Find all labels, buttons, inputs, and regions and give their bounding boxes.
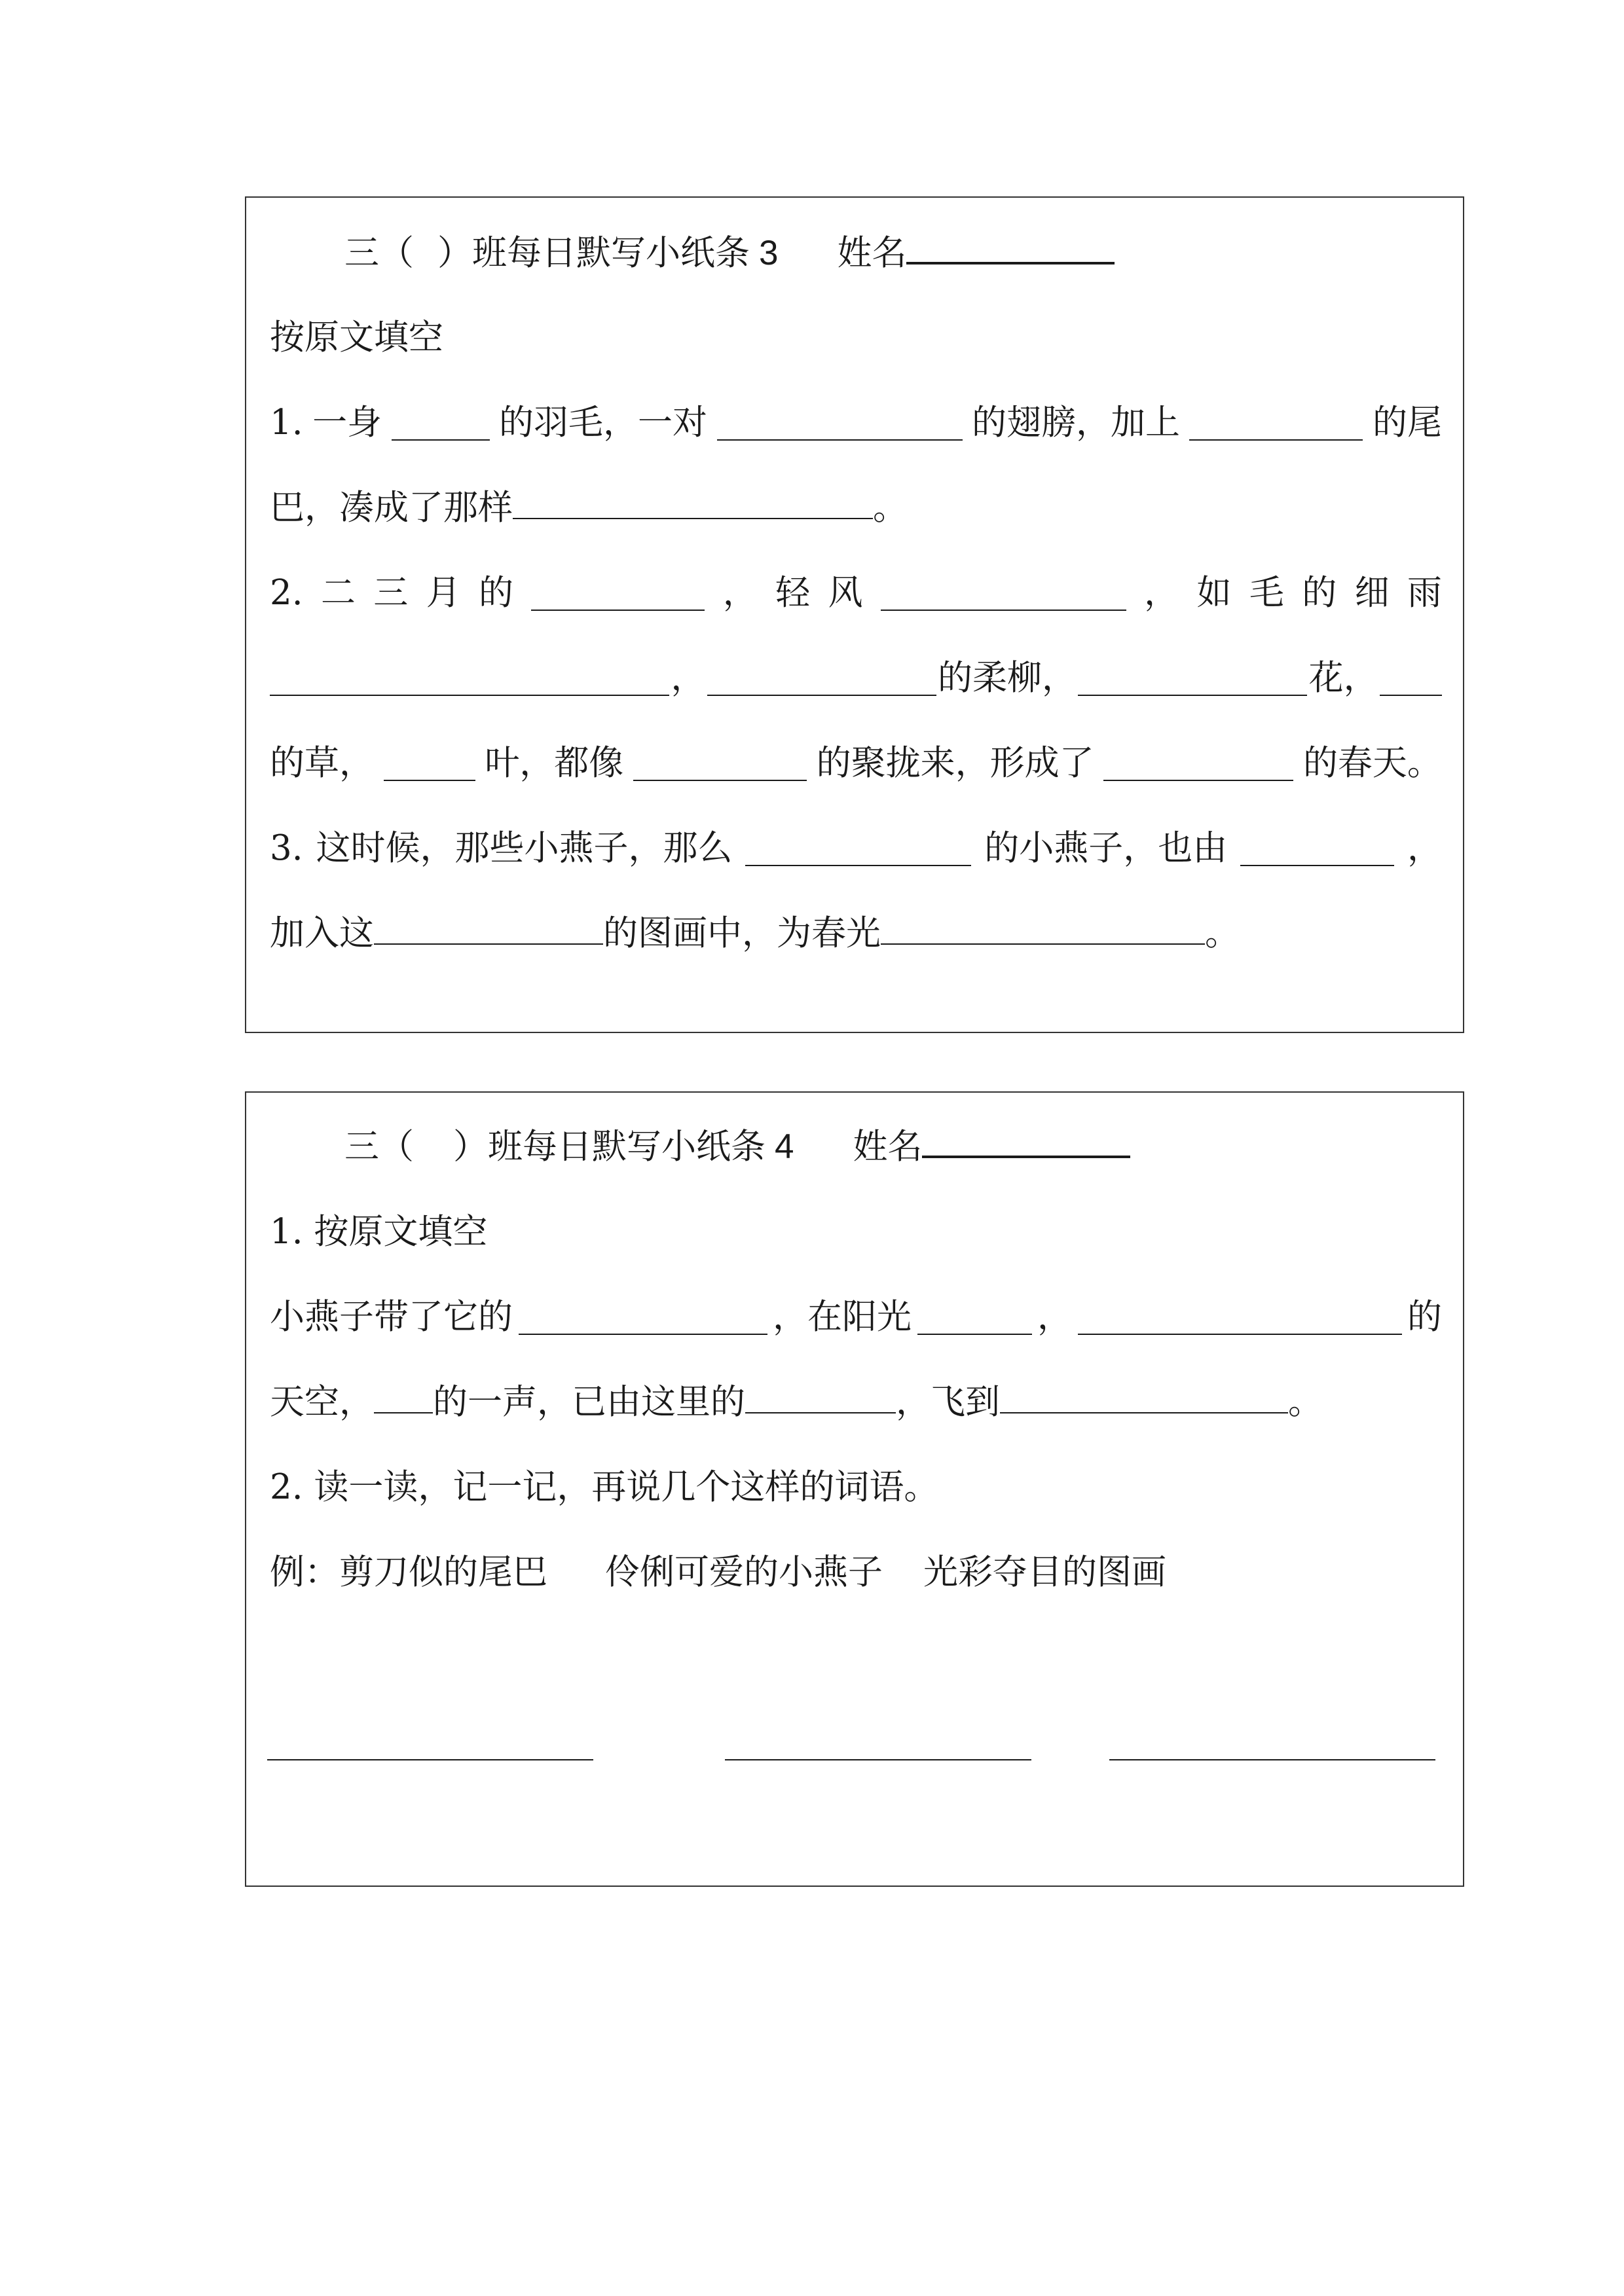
q2-comma: ， — [722, 573, 758, 613]
q1-blank-2[interactable] — [717, 405, 963, 441]
q1-blank-1[interactable] — [519, 1300, 767, 1335]
q3-blank-1[interactable] — [745, 831, 971, 866]
q3-blank-4[interactable] — [881, 909, 1205, 945]
q2-blank-9[interactable] — [1103, 746, 1293, 781]
q2-num: 2. — [270, 573, 303, 613]
q2-heading: 2. 读一读，记一记，再说几个这样的词语。 — [270, 1467, 939, 1507]
q1-text-1: 小燕子带了它的 — [270, 1297, 513, 1337]
name-blank[interactable] — [922, 1121, 1130, 1158]
q3-line-2 — [270, 907, 1442, 960]
answer-blank-1[interactable] — [267, 1759, 593, 1760]
title-text: ）班每日默写小纸条 — [437, 234, 750, 272]
q1-text-4: 的尾 — [1372, 403, 1442, 443]
q1-text-4: 的 — [1407, 1297, 1442, 1337]
example-2: 伶俐可爱的小燕子 — [605, 1552, 883, 1592]
q2-char: 风 — [828, 573, 863, 613]
slip-3-title — [344, 227, 1327, 280]
q1-text-5: 巴，凑成了那样 — [270, 488, 513, 528]
q2-blank-1[interactable] — [531, 575, 705, 611]
q2-blank-3[interactable] — [270, 661, 669, 696]
q1-num: 1. — [270, 403, 303, 443]
title-text: ）班每日默写小纸条 — [453, 1127, 766, 1166]
q3-blank-2[interactable] — [1240, 831, 1394, 866]
q1-line-1 — [270, 1291, 1442, 1343]
q1-text-3: 的翅膀，加上 — [972, 403, 1180, 443]
q2-char: 细 — [1354, 573, 1390, 613]
q1-blank-1[interactable] — [392, 405, 490, 441]
q2-text-b1: ， — [671, 658, 706, 698]
q3-text-6: 。 — [1205, 913, 1240, 953]
q2-text-c2: 叶，都像 — [485, 743, 624, 783]
name-blank[interactable] — [906, 228, 1115, 264]
q2-blank-4[interactable] — [707, 661, 936, 696]
q2-char: 如 — [1196, 573, 1232, 613]
answer-blank-2[interactable] — [725, 1759, 1031, 1760]
q1-text-1: 一身 — [312, 403, 382, 443]
q2-text-c3: 的聚拢来，形成了 — [816, 743, 1094, 783]
q2-char: 二 — [320, 573, 356, 613]
slip-4-title — [344, 1121, 1327, 1173]
q1-blank-2[interactable] — [917, 1300, 1032, 1335]
q1-text-6: 。 — [873, 488, 908, 528]
q2-examples — [270, 1546, 1442, 1599]
q3-text-3: ， — [1407, 828, 1442, 868]
q3-text-1: 这时候，那些小燕子，那么 — [316, 828, 733, 868]
q2-text-b2: 的柔柳， — [937, 658, 1077, 698]
q1-blank-4[interactable] — [513, 484, 873, 519]
q1-text-8: 。 — [1288, 1382, 1323, 1422]
q1-text-6: 的一声，已由这里的 — [433, 1382, 745, 1422]
q3-num: 3. — [270, 828, 303, 868]
q2-char: 的 — [479, 573, 514, 613]
q2-char: 毛 — [1249, 573, 1284, 613]
q1-text-2: 的羽毛，一对 — [499, 403, 708, 443]
title-class-prefix: 三（ — [344, 234, 414, 272]
q2-line-1 — [270, 567, 1442, 619]
q2-char: 月 — [426, 573, 461, 613]
q1-blank-3[interactable] — [1189, 405, 1363, 441]
q2-blank-5[interactable] — [1078, 661, 1307, 696]
q1-blank-5[interactable] — [745, 1378, 896, 1413]
dictation-slip-3 — [245, 196, 1464, 1033]
title-class-prefix: 三（ — [344, 1127, 414, 1166]
q2-char: 轻 — [775, 573, 811, 613]
q1-text-2: ，在阳光 — [773, 1297, 912, 1337]
q3-blank-3[interactable] — [374, 909, 603, 945]
q2-blank-8[interactable] — [633, 746, 807, 781]
q2-comma: ， — [1144, 573, 1179, 613]
q3-line-1 — [270, 822, 1442, 875]
q3-text-2: 的小燕子，也由 — [984, 828, 1228, 868]
instruction: 按原文填空 — [270, 318, 443, 357]
dictation-slip-4 — [245, 1091, 1464, 1887]
q2-blank-6[interactable] — [1380, 661, 1442, 696]
q3-text-4: 加入这 — [270, 913, 374, 953]
name-label: 姓名 — [853, 1127, 923, 1166]
answer-blank-3[interactable] — [1109, 1759, 1435, 1760]
q2-char: 三 — [373, 573, 409, 613]
q2-blank-7[interactable] — [384, 746, 475, 781]
q1-line-1 — [270, 397, 1442, 449]
q1-heading: 1. 按原文填空 — [270, 1212, 488, 1252]
q3-text-5: 的图画中，为春光 — [603, 913, 881, 953]
q1-blank-3[interactable] — [1078, 1300, 1402, 1335]
q1-line-2 — [270, 482, 1442, 534]
q1-text-5: 天空， — [270, 1382, 374, 1422]
q2-line-3 — [270, 737, 1442, 790]
example-1: 例：剪刀似的尾巴 — [270, 1552, 547, 1592]
slip-number: 3 — [759, 234, 779, 272]
q2-line-2 — [270, 652, 1442, 704]
q1-blank-4[interactable] — [374, 1378, 433, 1413]
q2-text-c4: 的春天。 — [1302, 743, 1442, 783]
q1-text-7: ，飞到 — [896, 1382, 1000, 1422]
q2-blank-2[interactable] — [881, 575, 1126, 611]
example-3: 光彩夺目的图画 — [923, 1552, 1166, 1592]
q1-text-3: ， — [1037, 1297, 1072, 1337]
q2-text-b3: 花， — [1308, 658, 1378, 698]
q2-text-c1: 的草， — [270, 743, 374, 783]
q1-blank-6[interactable] — [1000, 1378, 1288, 1413]
slip-number: 4 — [775, 1127, 794, 1166]
q2-char: 的 — [1302, 573, 1337, 613]
q1-line-2 — [270, 1376, 1442, 1429]
q2-char: 雨 — [1407, 573, 1442, 613]
name-label: 姓名 — [837, 234, 907, 272]
